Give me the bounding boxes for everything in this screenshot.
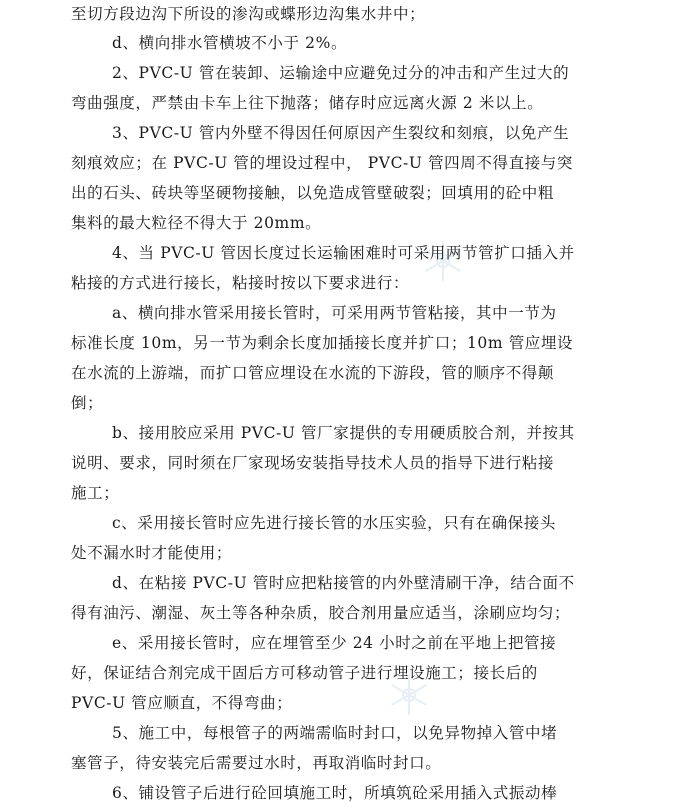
text-line: 6、铺设管子后进行砼回填施工时，所填筑砼采用插入式振动棒 <box>112 784 558 802</box>
text-line: 弯曲强度，严禁由卡车上往下抛落；储存时应远离火源 2 米以上。 <box>71 94 544 112</box>
text-line: 施工； <box>71 484 120 502</box>
text-line: 好，保证结合剂完成干固后方可移动管子进行埋设施工；接长后的 <box>71 664 538 682</box>
text-line: a、横向排水管采用接长管时，可采用两节管粘接，其中一节为 <box>112 304 557 322</box>
text-line: b、接用胶应采用 PVC-U 管厂家提供的专用硬质胶合剂，并按其 <box>112 424 575 442</box>
text-line: d、在粘接 PVC-U 管时应把粘接管的内外壁清刷干净，结合面不 <box>112 574 575 592</box>
text-line: 粘接的方式进行接长，粘接时按以下要求进行： <box>71 274 410 292</box>
text-line: c、采用接长管时应先进行接长管的水压实验，只有在确保接头 <box>112 514 556 532</box>
text-line: 倒； <box>71 394 104 412</box>
text-line: 得有油污、潮湿、灰土等各种杂质，胶合剂用量应适当，涂刷应均匀； <box>71 604 571 622</box>
text-line: 至切方段边沟下所设的渗沟或蝶形边沟集水井中； <box>71 5 426 23</box>
text-line: 5、施工中，每根管子的两端需临时封口，以免异物掉入管中堵 <box>112 724 558 742</box>
text-line: 4、当 PVC-U 管因长度过长运输困难时可采用两节管扩口插入并 <box>112 244 575 262</box>
text-line: e、采用接长管时，应在埋管至少 24 小时之前在平地上把管接 <box>112 634 557 652</box>
text-line: PVC-U 管应顺直，不得弯曲； <box>71 694 293 712</box>
text-line: 集料的最大粒径不得大于 20mm。 <box>71 214 322 232</box>
text-line: 处不漏水时才能使用； <box>71 544 233 562</box>
text-line: 塞管子，待安装完后需要过水时，再取消临时封口。 <box>71 754 442 772</box>
text-line: 刻痕效应；在 PVC-U 管的埋设过程中， PVC-U 管四周不得直接与突 <box>71 154 573 172</box>
text-line: 说明、要求，同时须在厂家现场安装指导技术人员的指导下进行粘接 <box>71 454 555 472</box>
text-line: 在水流的上游端，而扩口管应埋设在水流的下游段，管的顺序不得颠 <box>71 364 555 382</box>
text-line: 标准长度 10m，另一节为剩余长度加插接长度并扩口；10m 管应埋设 <box>71 334 574 352</box>
text-line: d、横向排水管横坡不小于 2%。 <box>112 34 348 52</box>
text-line: 出的石头、砖块等坚硬物接触，以免造成管壁破裂；回填用的砼中粗 <box>71 184 555 202</box>
text-line: 2、PVC-U 管在装卸、运输途中应避免过分的冲击和产生过大的 <box>112 64 570 82</box>
text-line: 3、PVC-U 管内外壁不得因任何原因产生裂纹和刻痕，以免产生 <box>112 124 570 142</box>
